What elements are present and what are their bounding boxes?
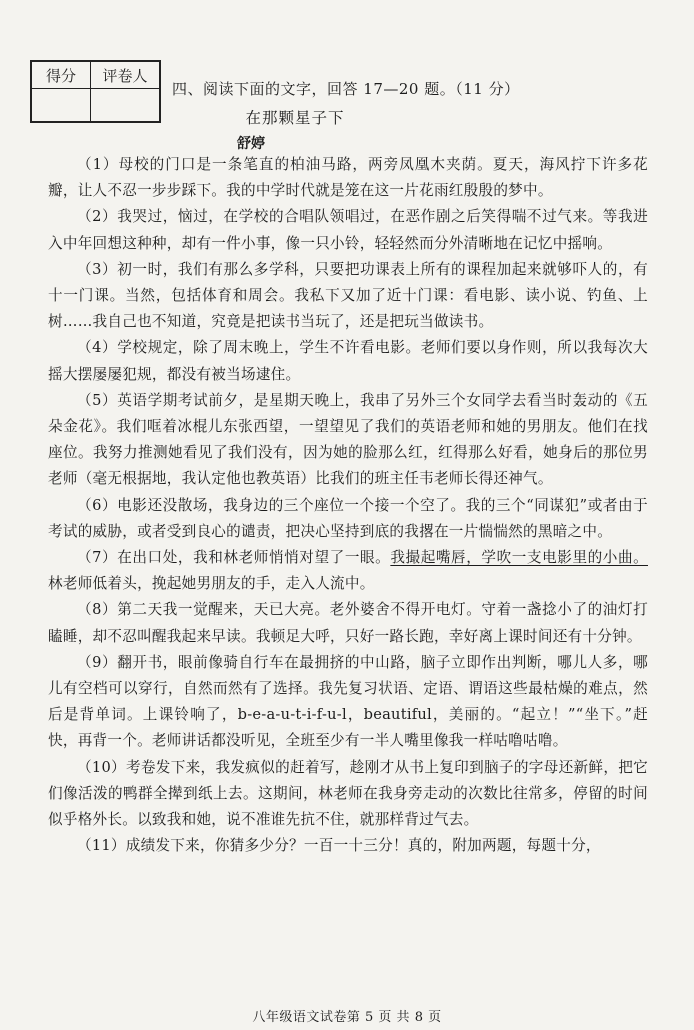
- score-header: 得分: [31, 61, 91, 89]
- paragraph-6: （6）电影还没散场，我身边的三个座位一个接一个空了。我的三个“同谋犯”或者由于考试的威胁，或者受到良心的谴责，把决心坚持到底的我撂在一片惴惴然的黑暗之中。: [48, 496, 648, 540]
- paragraph-8: （8）第二天我一觉醒来，天已大亮。老外婆舍不得开电灯。守着一盏捻小了的油灯打瞌睡，却不忍叫醒我起来早读。我顿足大呼，只好一路长跑，幸好离上课时间还有十分钟。: [48, 601, 648, 645]
- page-footer: 八年级语文试卷第 5 页 共 8 页: [252, 1010, 442, 1025]
- grader-header: 评卷人: [91, 61, 161, 89]
- paragraph-3: （3）初一时，我们有那么多学科，只要把功课表上所有的课程加起来就够吓人的，有十一门课。当然，包括体育和周会。我私下又加了近十门课：看电影、读小说、钓鱼、上树……我自己也不知道，究竟是把读书当玩了，还是把玩当做读书。: [48, 260, 648, 331]
- underlined-sentence: 我撮起嘴唇，学吹一支电影里的小曲。: [390, 549, 648, 567]
- paragraph-7: [48, 545, 648, 597]
- paragraph-11: （11）成绩发下来，你猜多少分？一百一十三分！真的，附加两题，每题十分，: [77, 837, 601, 855]
- article-author: 舒婷: [237, 136, 265, 152]
- paragraph-2: （2）我哭过，恼过，在学校的合唱队领唱过，在恶作剧之后笑得喘不过气来。等我进入中年回想这种种，却有一件小事，像一只小铃，轻轻然而分外清晰地在记忆中摇响。: [48, 208, 648, 252]
- article-title: 在那颗星子下: [245, 109, 345, 127]
- section-instruction: 四、阅读下面的文字，回答 17—20 题。（11 分）: [172, 80, 520, 98]
- paragraph-7-start: （7）在出口处，我和林老师悄悄对望了一眼。: [77, 549, 391, 567]
- paragraph-9: （9）翻开书，眼前像骑自行车在最拥挤的中山路，脑子立即作出判断，哪儿人多，哪儿有空档可以穿行，自然而然有了选择。我先复习状语、定语、谓语这些最枯燥的难点，然后是背单词。上课铃响了，b-e-a-u-t-i-f-u-l，beautiful，美丽的。“起立！”“坐下。”赶快，再背一个。老师讲话都没听见，全班至少有一半人嘴里像我一样咕噜咕噜。: [48, 653, 648, 750]
- paragraph-10: （10）考卷发下来，我发疯似的赶着写，趁刚才从书上复印到脑子的字母还新鲜，把它们像活泼的鸭群全撵到纸上去。这期间，林老师在我身旁走动的次数比往常多，停留的时间似乎格外长。以致我和她，说不准谁先抗不住，就那样背过气去。: [48, 758, 648, 829]
- paragraph-4: （4）学校规定，除了周末晚上，学生不许看电影。老师们要以身作则，所以我每次大摇大摆屡屡犯规，都没有被当场逮住。: [48, 339, 648, 383]
- article-body: [48, 152, 648, 859]
- paragraph-5: （5）英语学期考试前夕，是星期天晚上，我串了另外三个女同学去看当时轰动的《五朵金花》。我们哐着冰棍儿东张西望，一望望见了我们的英语老师和她的男朋友。他们在找座位。我努力推测她看见了我们没有，因为她的脸那么红，红得那么好看，她身后的那位男老师（毫无根据地，我认定他也教英语）比我们的班主任韦老师长得还神气。: [48, 391, 648, 488]
- paragraph-7-end: 林老师低着头，挽起她男朋友的手，走入人流中。: [48, 575, 375, 593]
- paragraph-1: （1）母校的门口是一条笔直的柏油马路，两旁凤凰木夹荫。夏天，海风拧下许多花瓣，让人不忍一步步踩下。我的中学时代就是笼在这一片花雨红殷殷的梦中。: [48, 156, 648, 200]
